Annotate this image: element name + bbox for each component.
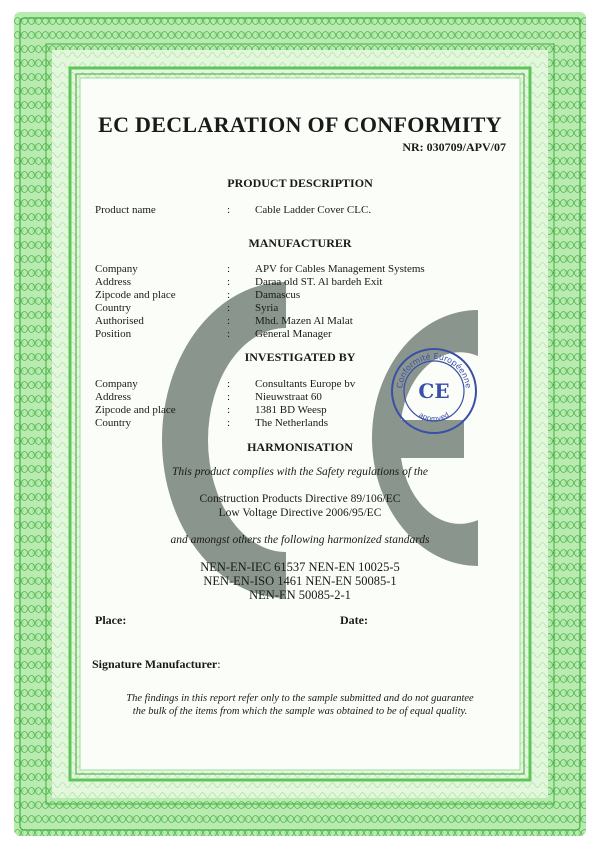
investigated-row xyxy=(95,390,515,404)
row-value: The Netherlands xyxy=(255,417,328,429)
place-label: Place: xyxy=(95,613,127,627)
harmonisation-intro: This product complies with the Safety regulations of the xyxy=(172,466,428,478)
directive-line: Low Voltage Directive 2006/95/EC xyxy=(218,507,382,519)
row-separator: : xyxy=(227,204,231,216)
row-value: General Manager xyxy=(255,328,332,340)
stamp-center-mark: CE xyxy=(418,379,450,403)
row-value: Nieuwstraat 60 xyxy=(255,391,322,403)
row-separator: : xyxy=(227,417,231,429)
signature-label-text: Signature Manufacturer xyxy=(92,657,218,671)
standards-line: NEN-EN-IEC 61537 NEN-EN 10025-5 xyxy=(200,560,400,574)
harmonisation-heading: HARMONISATION xyxy=(247,440,353,454)
row-label: Product name xyxy=(95,204,156,216)
manufacturer-row xyxy=(95,262,515,276)
row-value: Damascus xyxy=(255,289,301,301)
row-separator: : xyxy=(227,378,231,390)
manufacturer-heading: MANUFACTURER xyxy=(248,236,352,250)
standards-line: NEN-EN 50085-2-1 xyxy=(249,588,351,602)
row-separator: : xyxy=(227,391,231,403)
standards-line: NEN-EN-ISO 1461 NEN-EN 50085-1 xyxy=(203,574,397,588)
date-label: Date: xyxy=(340,613,368,627)
row-label: Country xyxy=(95,417,132,429)
signature-label xyxy=(92,657,221,672)
stamp-bottom-text: approved xyxy=(417,410,451,424)
row-value: Daraa old ST. Al bardeh Exit xyxy=(255,276,383,288)
row-separator: : xyxy=(227,315,231,327)
row-label: Country xyxy=(95,302,132,314)
row-separator: : xyxy=(227,328,231,340)
product-heading: PRODUCT DESCRIPTION xyxy=(227,176,373,190)
product-row xyxy=(95,203,515,217)
manufacturer-row xyxy=(95,288,515,302)
investigated-row xyxy=(95,416,515,430)
investigated-row xyxy=(95,377,515,391)
row-label: Zipcode and place xyxy=(95,404,176,416)
row-label: Address xyxy=(95,391,132,403)
row-value: Mhd. Mazen Al Malat xyxy=(255,315,353,327)
row-value: Consultants Europe bv xyxy=(255,378,356,390)
row-separator: : xyxy=(227,289,231,301)
investigated-row xyxy=(95,403,515,417)
harmonisation-amongst: and amongst others the following harmonized standards xyxy=(170,534,430,546)
row-label: Company xyxy=(95,378,138,390)
row-separator: : xyxy=(227,263,231,275)
manufacturer-row xyxy=(95,327,515,341)
row-label: Authorised xyxy=(95,315,144,327)
directive-line: Construction Products Directive 89/106/EC xyxy=(199,493,401,505)
row-value: Cable Ladder Cover CLC. xyxy=(255,204,372,216)
row-separator: : xyxy=(227,276,231,288)
investigated-heading: INVESTIGATED BY xyxy=(244,350,356,364)
manufacturer-row xyxy=(95,275,515,289)
document-number: NR: 030709/APV/07 xyxy=(402,140,506,154)
document-title: EC DECLARATION OF CONFORMITY xyxy=(98,112,502,137)
row-value: 1381 BD Weesp xyxy=(255,404,327,416)
row-value: Syria xyxy=(255,302,279,314)
row-separator: : xyxy=(227,302,231,314)
row-label: Address xyxy=(95,276,132,288)
signature-colon: : xyxy=(217,657,221,671)
row-value: APV for Cables Management Systems xyxy=(255,263,425,275)
row-separator: : xyxy=(227,404,231,416)
stamp-top-text: Conformité Européenne xyxy=(395,351,473,389)
disclaimer-line: The findings in this report refer only to the sample submitted and do not guarantee xyxy=(126,693,474,704)
row-label: Company xyxy=(95,263,138,275)
disclaimer-line: the bulk of the items from which the sample was obtained to be of equal quality. xyxy=(132,706,468,717)
row-label: Zipcode and place xyxy=(95,289,176,301)
manufacturer-row xyxy=(95,301,515,315)
manufacturer-row xyxy=(95,314,515,328)
row-label: Position xyxy=(95,328,132,340)
